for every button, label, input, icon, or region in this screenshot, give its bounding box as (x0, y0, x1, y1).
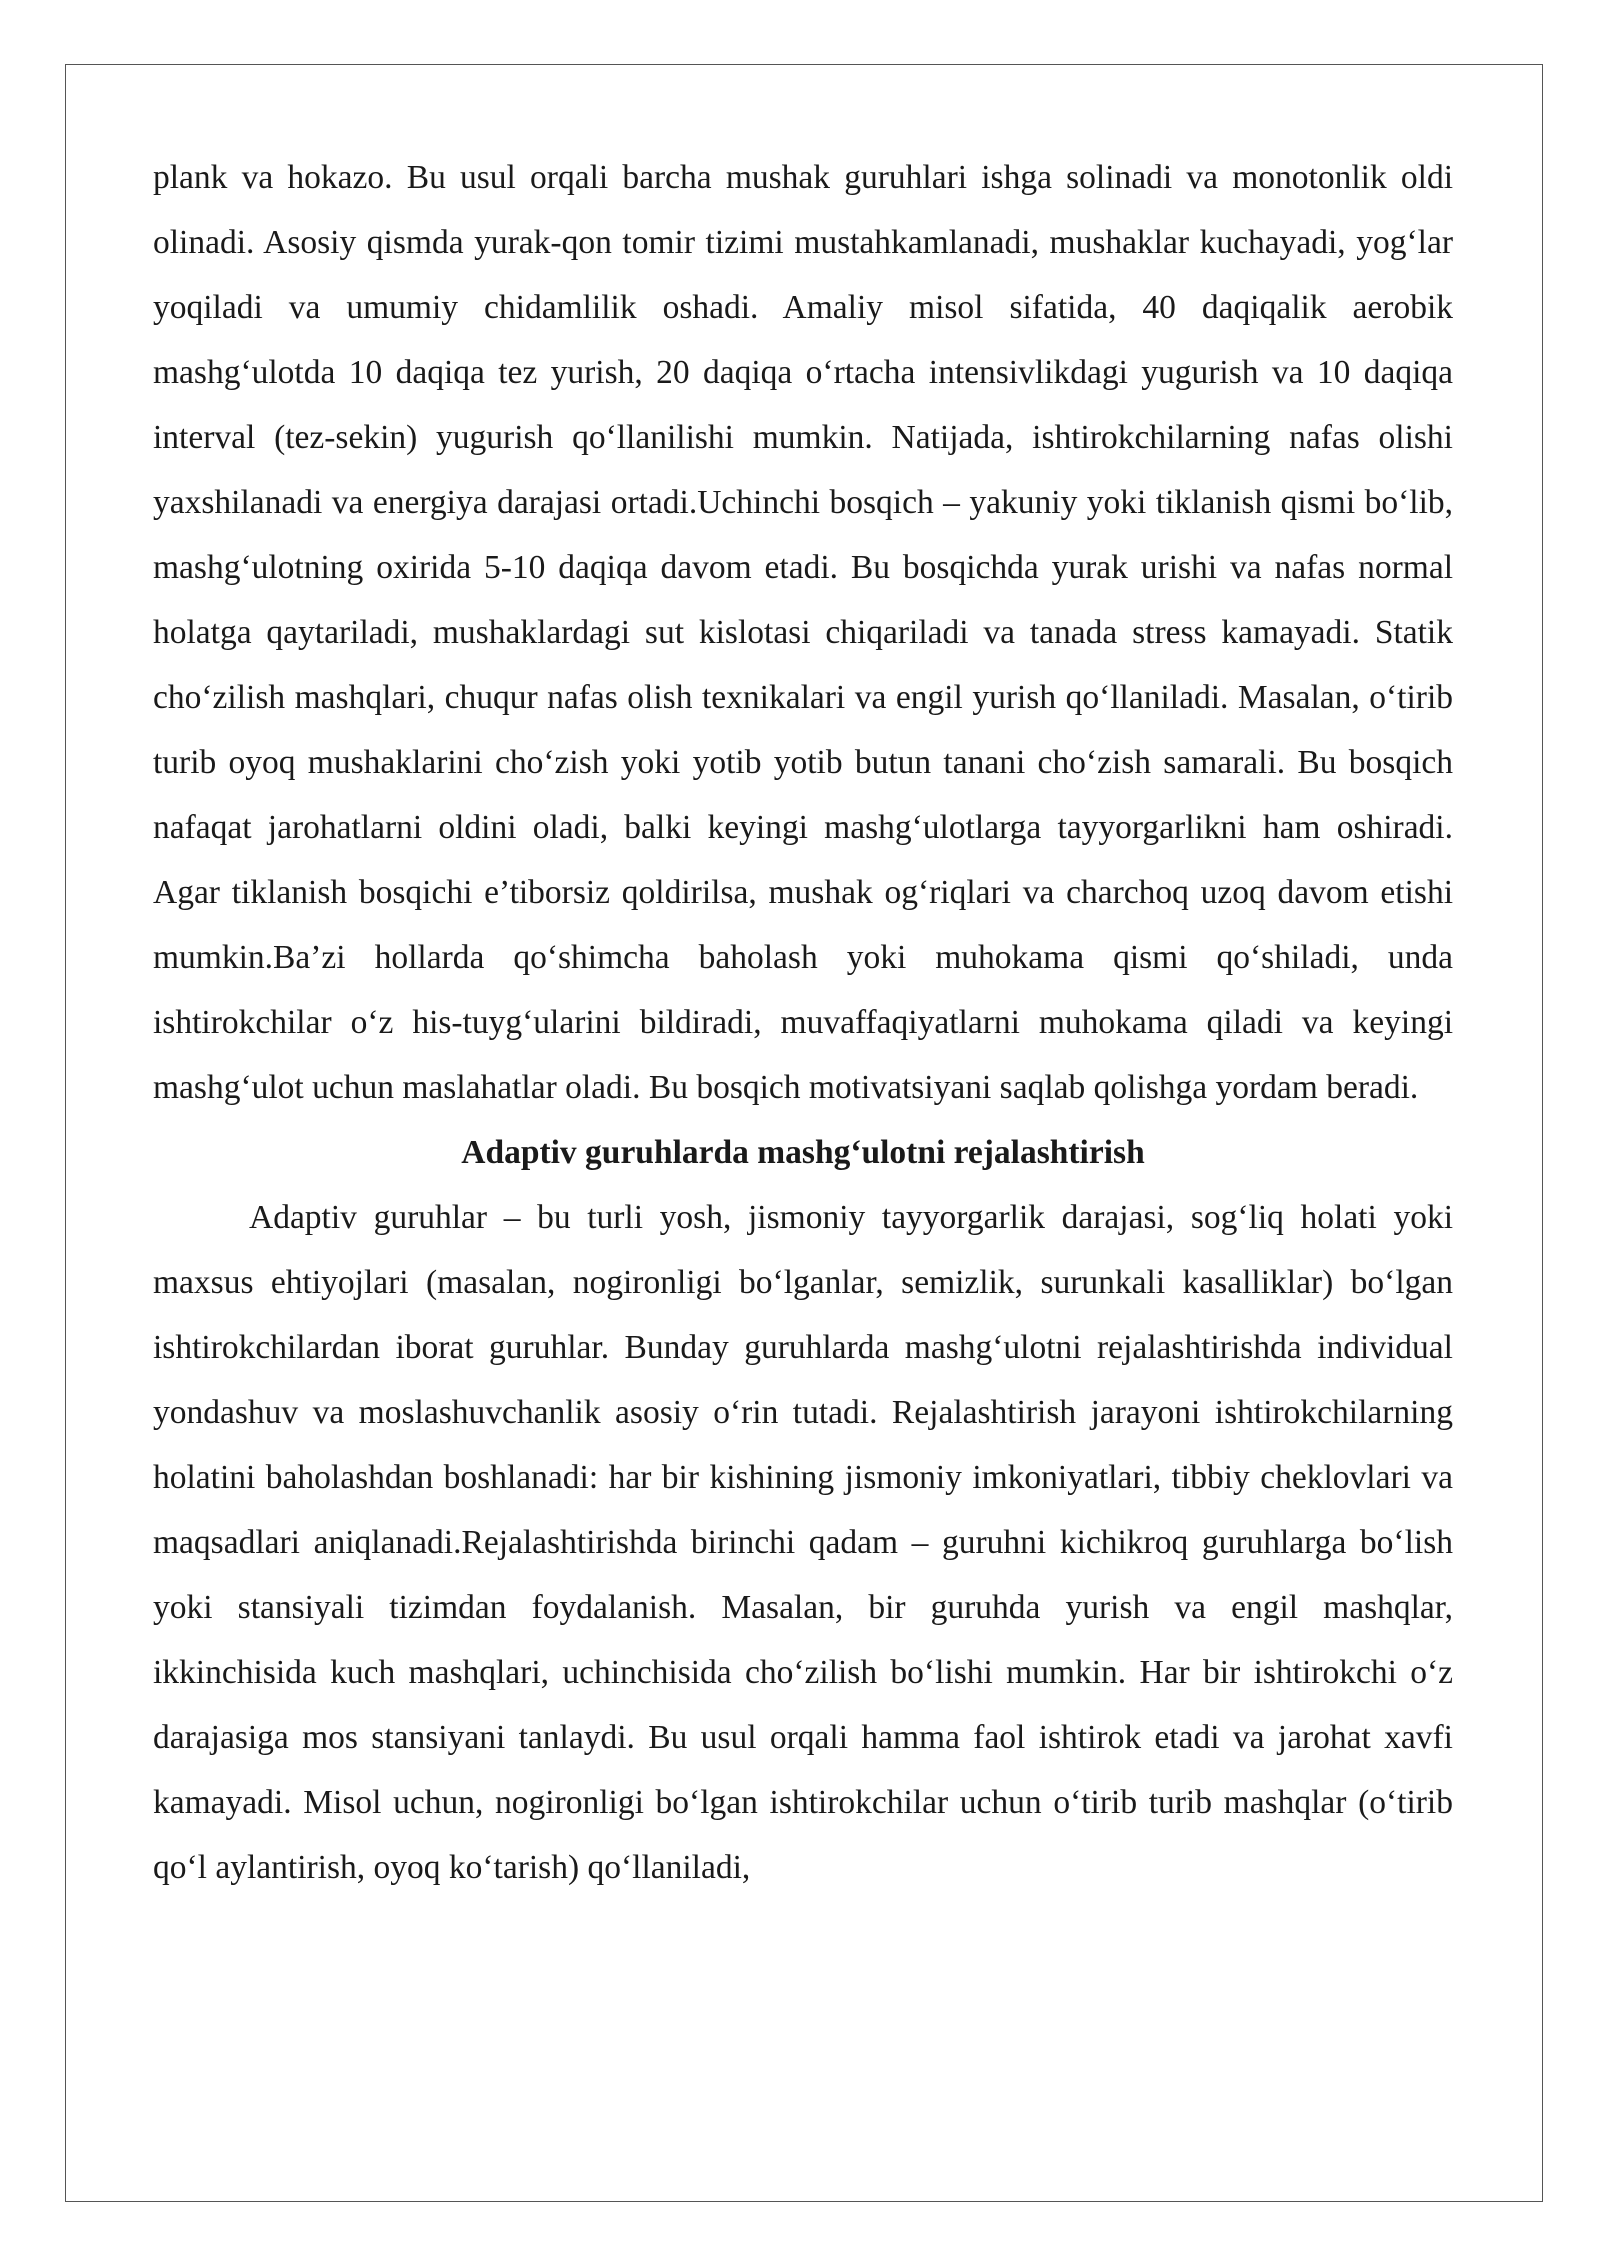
body-paragraph-1: plank va hokazo. Bu usul orqali barcha mushak guruhlari ishga solinadi va monotonlik oldi olinadi. Asosiy qismda yurak-qon tomir tizimi mustahkamlanadi, mushaklar kuchayadi, yog‘lar yoqiladi va umumiy chidamlilik oshadi. Amaliy misol sifatida, 40 daqiqalik aerobik mashg‘ulotda 10 daqiqa tez yurish, 20 daqiqa o‘rtacha intensivlikdagi yugurish va 10 daqiqa interval (tez-sekin) yugurish qo‘llanilishi mumkin. Natijada, ishtirokchilarning nafas olishi yaxshilanadi va energiya darajasi ortadi.Uchinchi bosqich – yakuniy yoki tiklanish qismi bo‘lib, mashg‘ulotning oxirida 5-10 daqiqa davom etadi. Bu bosqichda yurak urishi va nafas normal holatga qaytariladi, mushaklardagi sut kislotasi chiqariladi va tanada stress kamayadi. Statik cho‘zilish mashqlari, chuqur nafas olish texnikalari va engil yurish qo‘llaniladi. Masalan, o‘tirib turib oyoq mushaklarini cho‘zish yoki yotib yotib butun tanani cho‘zish samarali. Bu bosqich nafaqat jarohatlarni oldini oladi, balki keyingi mashg‘ulotlarga tayyorgarlikni ham oshiradi. Agar tiklanish bosqichi e’tiborsiz qoldirilsa, mushak og‘riqlari va charchoq uzoq davom etishi mumkin.Ba’zi hollarda qo‘shimcha baholash yoki muhokama qismi qo‘shiladi, unda ishtirokchilar o‘z his-tuyg‘ularini bildiradi, muvaffaqiyatlarni muhokama qiladi va keyingi mashg‘ulot uchun maslahatlar oladi. Bu bosqich motivatsiyani saqlab qolishga yordam beradi. (153, 159, 1453, 1106)
document-body (153, 145, 1453, 1900)
body-paragraph-2: Adaptiv guruhlar – bu turli yosh, jismoniy tayyorgarlik darajasi, sog‘liq holati yoki maxsus ehtiyojlari (masalan, nogironligi bo‘lganlar, semizlik, surunkali kasalliklar) bo‘lgan ishtirokchilardan iborat guruhlar. Bunday guruhlarda mashg‘ulotni rejalashtirishda individual yondashuv va moslashuvchanlik asosiy o‘rin tutadi. Rejalashtirish jarayoni ishtirokchilarning holatini baholashdan boshlanadi: har bir kishining jismoniy imkoniyatlari, tibbiy cheklovlari va maqsadlari aniqlanadi.Rejalashtirishda birinchi qadam – guruhni kichikroq guruhlarga bo‘lish yoki stansiyali tizimdan foydalanish. Masalan, bir guruhda yurish va engil mashqlar, ikkinchisida kuch mashqlari, uchinchisida cho‘zilish bo‘lishi mumkin. Har bir ishtirokchi o‘z darajasiga mos stansiyani tanlaydi. Bu usul orqali hamma faol ishtirok etadi va jarohat xavfi kamayadi. Misol uchun, nogironligi bo‘lgan ishtirokchilar uchun o‘tirib turib mashqlar (o‘tirib qo‘l aylantirish, oyoq ko‘tarish) qo‘llaniladi, (153, 1199, 1453, 1886)
section-heading: Adaptiv guruhlarda mashg‘ulotni rejalashtirish (461, 1134, 1145, 1171)
